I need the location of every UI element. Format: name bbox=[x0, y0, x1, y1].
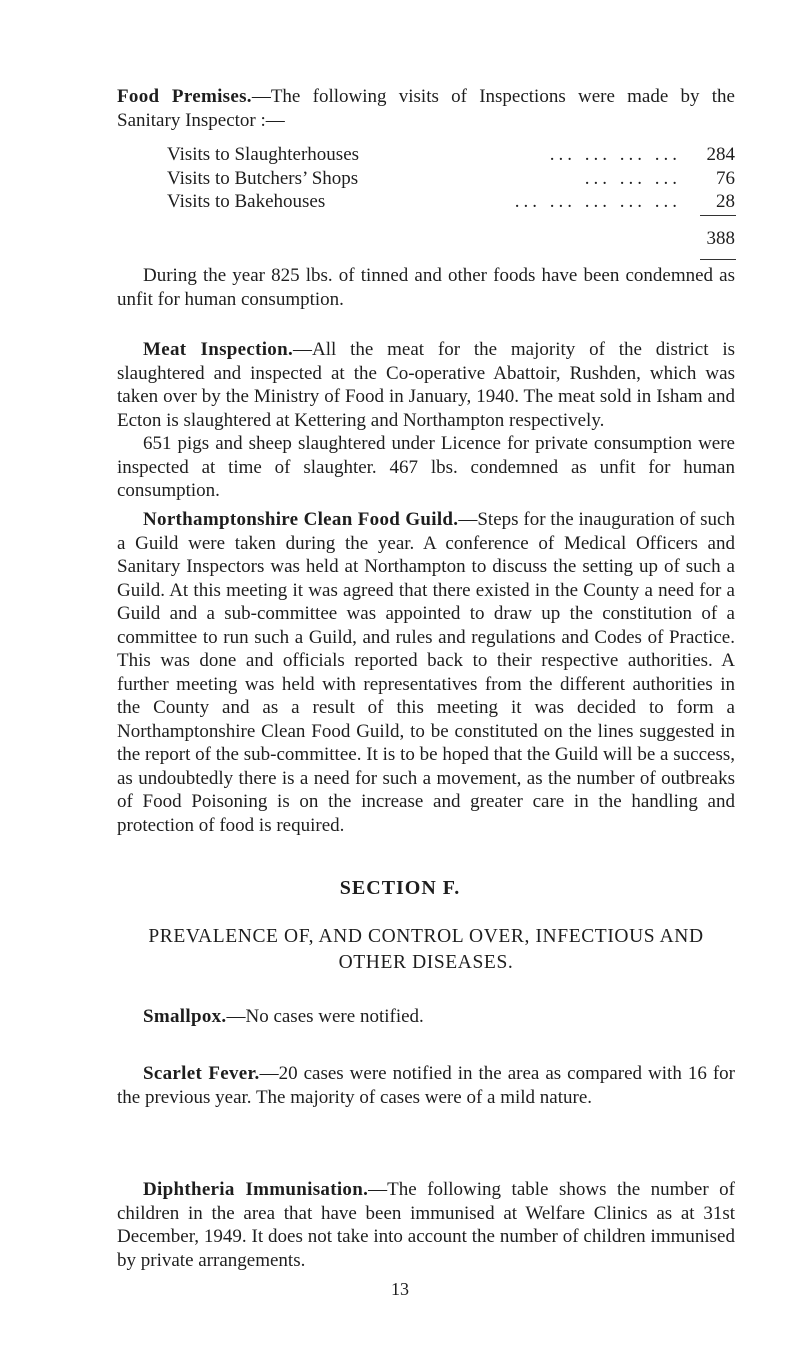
section-label: SECTION F. bbox=[339, 877, 461, 899]
visits-value: 76 bbox=[716, 167, 735, 189]
visits-row bbox=[167, 167, 735, 191]
condemned-text: During the year 825 lbs. of tinned and other foods have been condemned as unfit for human consumption. bbox=[117, 265, 735, 310]
meat-inspection-para1: —All the meat for the majority of the district is slaughtered and inspected at the Co-operative Abattoir, Rushden, which was taken over by the Ministry of Food in January, 1940. The meat sold in Isham and Ecton is slaughtered at Kettering and Northampton respectively. bbox=[117, 339, 735, 431]
meat-inspection-para2: 651 pigs and sheep slaughtered under Licence for private consumption were inspected at time of slaughter. 467 lbs. condemned as unfit for human consumption. bbox=[117, 433, 735, 501]
diphtheria-body: —The following table shows the number of children in the area that have been immunised at Welfare Clinics as at 31st December, 1949. It does not take into account the number of children immunised by private arrangements. bbox=[117, 1179, 735, 1271]
food-premises-intro bbox=[117, 85, 735, 132]
leader-dots: ... ... ... ... bbox=[549, 144, 681, 165]
section-title-line2: OTHER DISEASES. bbox=[338, 952, 514, 973]
smallpox-heading: Smallpox. bbox=[143, 1006, 227, 1027]
clean-food-guild-heading: Northamptonshire Clean Food Guild. bbox=[143, 509, 459, 530]
visits-row bbox=[167, 143, 735, 167]
visits-label: Visits to Bakehouses bbox=[167, 191, 326, 212]
visits-table bbox=[167, 143, 735, 214]
food-premises-intro-text: —The following visits of Inspections were made by the Sanitary Inspector :— bbox=[117, 86, 735, 131]
visits-row bbox=[167, 190, 735, 214]
meat-inspection-heading: Meat Inspection. bbox=[143, 339, 294, 360]
visits-value: 284 bbox=[706, 144, 735, 165]
condemned-paragraph bbox=[117, 264, 735, 311]
diphtheria-heading: Diphtheria Immunisation. bbox=[143, 1179, 369, 1200]
food-premises-heading: Food Premises. bbox=[117, 86, 252, 107]
visits-label: Visits to Slaughterhouses bbox=[167, 144, 360, 165]
section-title-line1: PREVALENCE OF, AND CONTROL OVER, INFECTIOUS AND bbox=[148, 926, 704, 947]
leader-dots: ... ... ... bbox=[584, 167, 681, 189]
scarlet-fever-body: —20 cases were notified in the area as compared with 16 for the previous year. The majority of cases were of a mild nature. bbox=[117, 1063, 735, 1108]
meat-inspection-section bbox=[117, 338, 735, 503]
scarlet-fever-section bbox=[117, 1062, 735, 1109]
visits-value: 28 bbox=[716, 191, 735, 212]
smallpox-section bbox=[117, 1005, 735, 1029]
visits-total: 388 bbox=[706, 228, 735, 249]
total-rule-top bbox=[700, 215, 736, 216]
smallpox-body: —No cases were notified. bbox=[226, 1006, 424, 1027]
clean-food-guild-section bbox=[117, 508, 735, 837]
visits-label: Visits to Butchers’ Shops bbox=[167, 167, 359, 189]
page-number: 13 bbox=[391, 1279, 409, 1299]
diphtheria-section bbox=[117, 1178, 735, 1272]
clean-food-guild-body: —Steps for the inauguration of such a Guild were taken during the year. A conference of Medical Officers and Sanitary Inspectors was held at Northampton to discuss the setting up of such a Guild. At this meeting it was agreed that there existed in the County a need for a Guild and a sub-committee was appointed to draw up the constitution of a committee to run such a Guild, and rules and regulations and Codes of Practice. This was done and officials reported back to their respective authorities. A further meeting was held with representatives from the different authorities in the County and as a result of this meeting it was decided to form a Northamptonshire Clean Food Guild, to be constituted on the lines suggested in the report of the sub-committee. It is to be hoped that the Guild will be a success, as undoubtedly there is a need for such a movement, as the number of outbreaks of Food Poisoning is on the increase and greater care in the handling and protection of food is required. bbox=[117, 509, 735, 836]
total-rule-bottom bbox=[700, 259, 736, 260]
scarlet-fever-heading: Scarlet Fever. bbox=[143, 1063, 260, 1084]
leader-dots: ... ... ... ... ... bbox=[514, 191, 681, 212]
